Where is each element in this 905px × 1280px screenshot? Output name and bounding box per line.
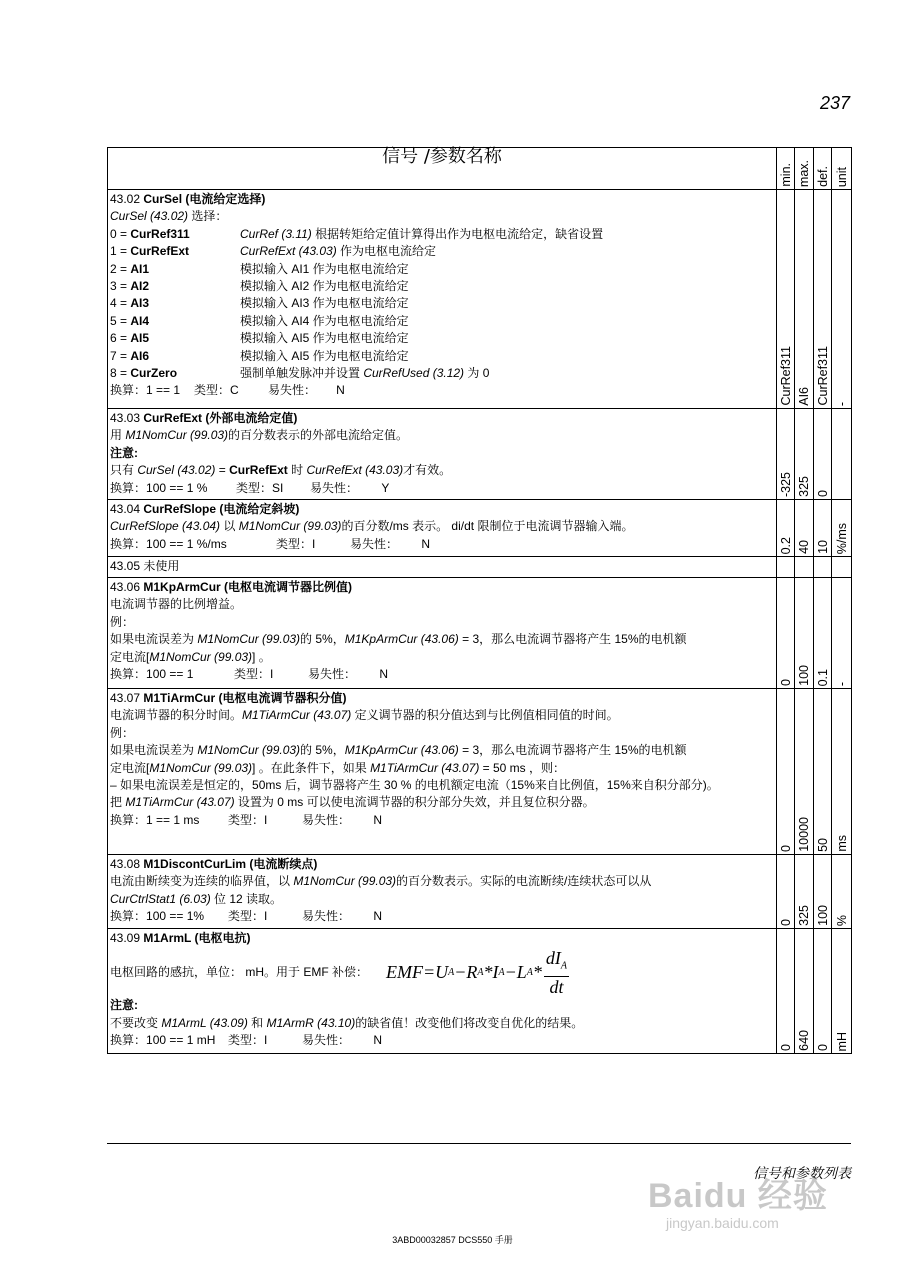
param-row-43-03: [108, 409, 852, 500]
param-desc: 43.06 M1KpArmCur (电枢电流调节器比例值) 电流调节器的比例增益。 例： 如果电流误差为 M1NomCur (99.03)的 5%，M1KpArmCur (43.06) = 3，那么电流调节器将产生 15%的电机额 定电流[M1NomCur (99.03)] 。 换算：100 == 1 类型：I 易失性： N: [108, 578, 777, 689]
option-row: 3 = AI2 模拟输入 AI2 作为电枢电流给定: [110, 279, 409, 294]
option-row: 6 = AI5 模拟输入 AI5 作为电枢电流给定: [110, 331, 409, 346]
conversion-line: 换算：100 == 1% 类型：I 易失性： N: [110, 909, 383, 924]
emf-formula: EMF = U A − R A * I A − L A * $\frac{dI_A}{dt}$: [386, 947, 568, 998]
min-value: CurRef311: [777, 190, 795, 409]
footer-section-title: 信号和参数列表: [753, 1166, 851, 1182]
footer-divider: [107, 1143, 851, 1144]
page-number: 237: [819, 93, 850, 113]
min-value: 0.2: [777, 500, 795, 557]
header-unit: unit: [832, 148, 852, 190]
baidu-watermark: Baidu 经验 jingyan.baidu.com: [648, 1177, 828, 1231]
unit-value: ms: [832, 689, 852, 855]
def-value: 50: [814, 689, 832, 855]
min-value: 0: [777, 929, 795, 1054]
param-desc: 43.02 CurSel (电流给定选择) CurSel (43.02) 选择： 0 = CurRef311 CurRef (3.11) 根据转矩给定值计算得出作为电枢电流给定，缺省设置 1 = CurRefExt CurRefExt (43.03) 作为电枢电流给定 2 = AI1 模拟输入 AI1 作为电枢电流给定 3 = AI2 模拟输入 AI2 作为电枢电流给定 4 = AI3 模拟输入 AI3 作为电枢电流给定 5 = AI4 模拟输入 AI4 作为电枢电流给定 6 = AI5 模拟输入 AI5 作为电枢电流给定 7 = AI6 模拟输入 AI5 作为电枢电流给定 8 = CurZero 强制单触发脉冲并设置 CurRefUsed (3.12) 为 0 换算：1 == 1 类型：C 易失性： N: [108, 190, 777, 409]
conversion-line: 换算：1 == 1 ms 类型：I 易失性： N: [110, 812, 383, 827]
option-row: 1 = CurRefExt CurRefExt (43.03) 作为电枢电流给定: [110, 244, 437, 259]
def-value: 10: [814, 500, 832, 557]
def-value: 0.1: [814, 578, 832, 689]
bullet-item: – 如果电流误差是恒定的，50ms 后，调节器将产生 30 % 的电机额定电流（15%来自比例值，15%来自积分部分)。: [110, 778, 719, 793]
conversion-line: 换算：100 == 1 mH 类型：I 易失性： N: [110, 1033, 383, 1048]
def-value: 100: [814, 855, 832, 929]
option-row: 5 = AI4 模拟输入 AI4 作为电枢电流给定: [110, 313, 409, 328]
unit-value: %/ms: [832, 500, 852, 557]
option-row: 4 = AI3 模拟输入 AI3 作为电枢电流给定: [110, 296, 409, 311]
min-value: 0: [777, 855, 795, 929]
unit-value: -: [832, 578, 852, 689]
conversion-line: 换算：100 == 1 %/ms 类型：I 易失性： N: [110, 536, 431, 551]
max-value: 40: [795, 500, 814, 557]
option-row: 2 = AI1 模拟输入 AI1 作为电枢电流给定: [110, 261, 409, 276]
conversion-line: 换算：100 == 1 类型：I 易失性： N: [110, 667, 389, 682]
header-min: min.: [777, 148, 795, 190]
unit-value: -: [832, 190, 852, 409]
param-desc: 43.07 M1TiArmCur (电枢电流调节器积分值) 电流调节器的积分时间。M1TiArmCur (43.07) 定义调节器的积分值达到与比例值相同值的时间。 例： 如果电流误差为 M1NomCur (99.03)的 5%，M1KpArmCur (43.06) = 3，那么电流调节器将产生 15%的电机额 定电流[M1NomCur (99.03)] 。在此条件下，如果 M1TiArmCur (43.07) = 50 ms ，则： – 如果电流误差是恒定的，50ms 后，调节器将产生 30 % 的电机额定电流（15%来自比例值，15%来自积分部分)。 把 M1TiArmCur (43.07) 设置为 0 ms 可以使电流调节器的积分部分失效，并且复位积分器。 换算：1 == 1 ms 类型：I 易失性： N: [108, 689, 777, 855]
option-row: 7 = AI6 模拟输入 AI5 作为电枢电流给定: [110, 348, 409, 363]
param-row-43-08: [108, 855, 852, 929]
conversion-line: 换算：1 == 1 类型：C 易失性： N: [110, 383, 345, 398]
header-row: [108, 148, 852, 190]
header-def: def.: [814, 148, 832, 190]
parameter-table: [107, 147, 852, 1054]
min-value: 0: [777, 578, 795, 689]
def-value: CurRef311: [814, 190, 832, 409]
conversion-line: 换算：100 == 1 % 类型：SI 易失性： Y: [110, 480, 390, 495]
unit-value: [832, 409, 852, 500]
header-max: max.: [795, 148, 814, 190]
param-row-43-02: [108, 190, 852, 409]
max-value: AI6: [795, 190, 814, 409]
param-desc: 43.05 未使用: [108, 557, 777, 578]
param-row-43-07: [108, 689, 852, 855]
unit-value: %: [832, 855, 852, 929]
param-desc: 43.08 M1DiscontCurLim (电流断续点) 电流由断续变为连续的临界值，以 M1NomCur (99.03)的百分数表示。实际的电流断续/连续状态可以从 CurCtrlStat1 (6.03) 位 12 读取。 换算：100 == 1% 类型：I 易失性： N: [108, 855, 777, 929]
param-row-43-04: [108, 500, 852, 557]
unit-value: mH: [832, 929, 852, 1054]
def-value: 0: [814, 409, 832, 500]
header-title: 信号 /参数名称: [108, 148, 777, 190]
param-row-43-09: [108, 929, 852, 1054]
max-value: 325: [795, 409, 814, 500]
option-row: 0 = CurRef311 CurRef (3.11) 根据转矩给定值计算得出作为电枢电流给定，缺省设置: [110, 226, 604, 241]
param-desc: 43.09 M1ArmL (电枢电抗) 电枢回路的感抗，单位： mH。用于 EMF 补偿： EMF = U A − R A * I A − L A * $\frac{dI_A}{dt}$ 注意: 不要改变 M1ArmL (43.09) 和 M1ArmR (43.10)的缺省值！改变他们将改变自优化的结果。 换算：100 == 1 mH 类型：I 易失性： N: [108, 929, 777, 1054]
max-value: 100: [795, 578, 814, 689]
param-desc: 43.04 CurRefSlope (电流给定斜坡) CurRefSlope (43.04) 以 M1NomCur (99.03)的百分数/ms 表示。 di/dt 限制位于电流调节器输入端。 换算：100 == 1 %/ms 类型：I 易失性： N: [108, 500, 777, 557]
max-value: 325: [795, 855, 814, 929]
max-value: 640: [795, 929, 814, 1054]
min-value: -325: [777, 409, 795, 500]
def-value: 0: [814, 929, 832, 1054]
param-desc: 43.03 CurRefExt (外部电流给定值) 用 M1NomCur (99.03)的百分数表示的外部电流给定值。 注意: 只有 CurSel (43.02) = CurRefExt 时 CurRefExt (43.03)才有效。 换算：100 == 1 % 类型：SI 易失性： Y: [108, 409, 777, 500]
max-value: 10000: [795, 689, 814, 855]
option-row: 8 = CurZero 强制单触发脉冲并设置 CurRefUsed (3.12) 为 0: [110, 366, 490, 381]
min-value: 0: [777, 689, 795, 855]
footer-doc-id: 3ABD00032857 DCS550 手册: [392, 1235, 513, 1245]
param-row-43-06: [108, 578, 852, 689]
param-row-43-05: [108, 557, 852, 578]
